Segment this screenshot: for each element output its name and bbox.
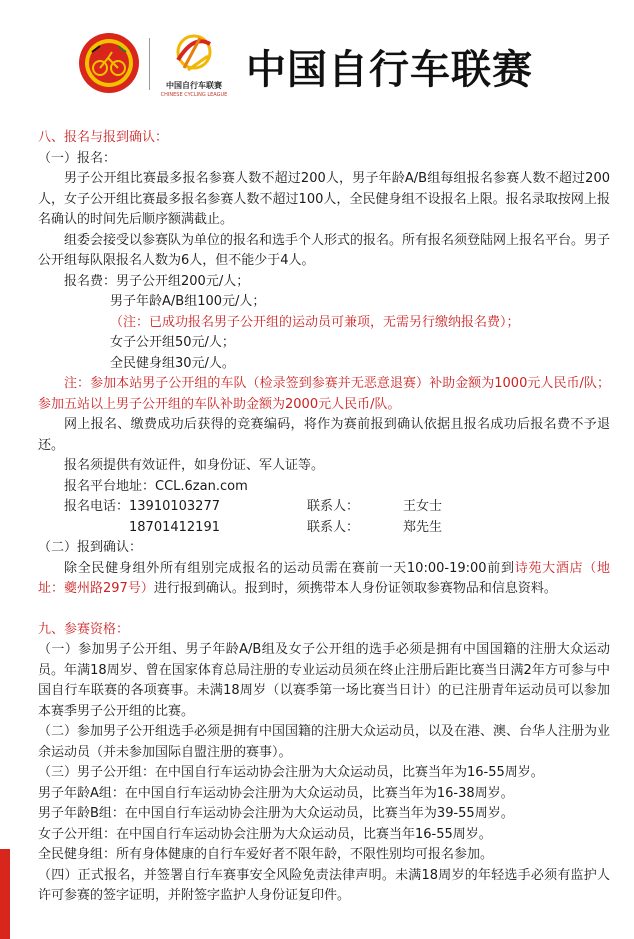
qualification: （二）参加男子公开组选手必须是拥有中国国籍的注册大众运动员，以及在港、澳、台华人注册为业余运动员（并未参加国际自盟注册的赛事）。 — [38, 724, 611, 760]
page-header — [0, 0, 634, 110]
contact-row — [38, 497, 610, 518]
fee-line: 报名费：男子公开组200元/人； — [64, 273, 250, 289]
paragraph: 网上报名、缴费成功后获得的竞赛编码，将作为赛前报到确认依据且报名成功后报名费不予退还。 — [38, 417, 610, 453]
phone-1: 报名电话：13910103277 — [64, 499, 220, 514]
contact-row — [38, 518, 610, 539]
league-name-cn: 中国自行车联赛 — [166, 81, 222, 90]
page-title: 中国自行车联赛 — [246, 47, 533, 93]
qualification: （一）参加男子公开组、男子年龄A/B组及女子公开组的选手必须是拥有中国国籍的注册大众运动员。年满18周岁、曾在国家体育总局注册的专业运动员须在终止注册后距比赛当日满2年方可参与中国自行车联赛的各项赛事。未满18周岁（以赛季第一场比赛当日计）的已注册青年运动员可以参加本赛季男子公开组的比赛。 — [38, 642, 610, 719]
subsidy-note: 注：参加本站男子公开组的车队（检录签到参赛并无恶意退赛）补助金额为1000元人民币/队；参加五站以上男子公开组的车队补助金额为2000元人民币/队。 — [38, 376, 610, 412]
phone-2: 18701412191 — [129, 519, 220, 535]
checkin-paragraph: 除全民健身组外所有组别完成报名的运动员需在赛前一天10:00-19:00前到诗苑大酒店（地址：夔州路297号）进行报到确认。报到时，须携带本人身份证领取参赛物品和信息资料。 — [38, 560, 610, 596]
document-body — [38, 128, 610, 907]
paragraph: 报名须提供有效证件，如身份证、军人证等。 — [64, 458, 325, 473]
paragraph: 组委会接受以参赛队为单位的报名和选手个人形式的报名。所有报名须登陆网上报名平台。男子公开组每队限报名人数为6人，但不能少于4人。 — [38, 232, 611, 268]
paragraph: 男子公开组比赛最多报名参赛人数不超过200人，男子年龄A/B组每组报名参赛人数不超过200人，女子公开组比赛最多报名参赛人数不超过100人，全民健身组不设报名上限。报名录取按网上报名确认的时间先后顺序额满截止。 — [38, 171, 610, 227]
qualification: （四）正式报名，并签署自行车赛事安全风险免责法律声明。未满18周岁的年轻选手必须有监护人许可参赛的签字证明，并附签字监护人身份证复印件。 — [38, 867, 610, 903]
corner-accent — [0, 849, 10, 939]
fee-line: 全民健身组30元/人。 — [110, 355, 235, 371]
section-8-sub1-title: （一）报名： — [38, 150, 117, 166]
league-name-en: CHINESE CYCLING LEAGUE — [160, 92, 228, 98]
fee-note: （注：已成功报名男子公开组的运动员可兼项，无需另行缴纳报名费）； — [110, 314, 520, 330]
qualification: （三）男子公开组：在中国自行车运动协会注册为大众运动员，比赛当年为16-55周岁。 — [38, 765, 544, 780]
qualification: 全民健身组：所有身体健康的自行车爱好者不限年龄，不限性别均可报名参加。 — [38, 847, 494, 862]
qualification: 男子年龄A组：在中国自行车运动协会注册为大众运动员，比赛当年为16-38周岁。 — [38, 785, 514, 801]
qualification: 男子年龄B组：在中国自行车运动协会注册为大众运动员，比赛当年为39-55周岁。 — [38, 806, 514, 821]
platform-address: 报名平台地址：CCL.6zan.com — [64, 478, 248, 494]
contact-label: 联系人： — [307, 499, 360, 514]
cycling-association-logo — [78, 32, 140, 94]
fee-line: 女子公开组50元/人； — [110, 335, 235, 350]
section-9-heading: 九、参赛资格： — [38, 621, 130, 637]
league-mark-icon — [174, 30, 214, 76]
fee-line: 男子年龄A/B组100元/人； — [110, 294, 266, 309]
cycling-league-logo — [156, 30, 232, 104]
contact-1: 王女士 — [403, 499, 443, 514]
header-divider — [149, 38, 150, 90]
section-8-sub2-title: （二）报到确认： — [38, 540, 143, 555]
qualification: 女子公开组：在中国自行车运动协会注册为大众运动员，比赛当年16-55周岁。 — [38, 826, 492, 842]
contact-label: 联系人： — [307, 519, 360, 535]
hotel-address: 诗苑大酒店（地址：夔州路297号） — [38, 560, 610, 596]
section-8-heading: 八、报名与报到确认： — [38, 130, 169, 145]
contact-2: 郑先生 — [403, 519, 443, 535]
